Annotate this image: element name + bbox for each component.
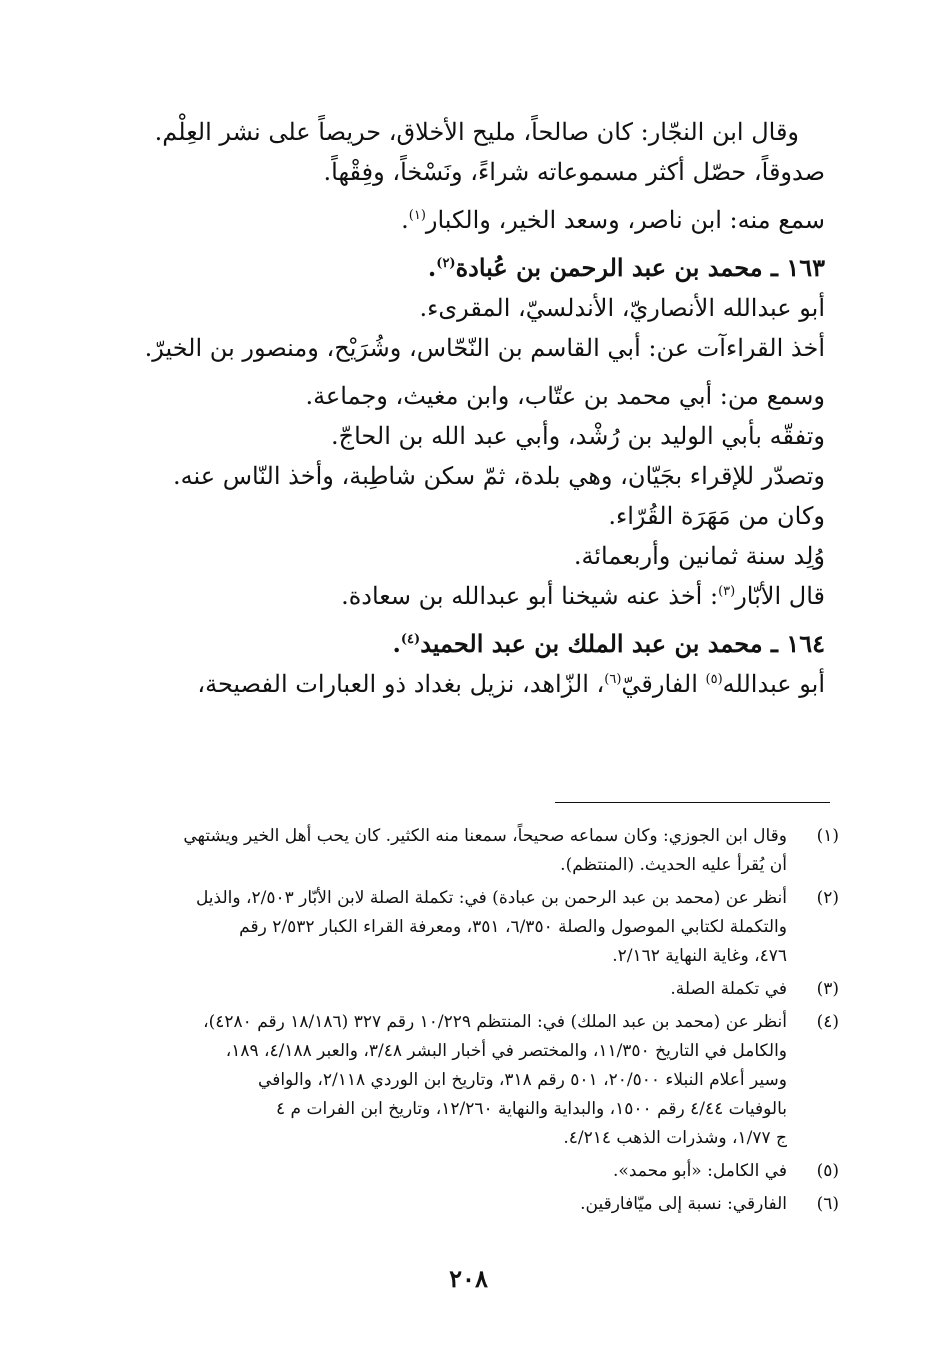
footnote-number: (٢): [816, 888, 839, 908]
text-span: وقال ابن النجّار: كان صالحاً، مليح الأخلاق، حريصاً على نشر العِلْم.: [154, 118, 799, 146]
footnote: [97, 884, 839, 971]
footnote-line: الفارقي: نسبة إلى ميّافارقين.: [580, 1194, 787, 1214]
footnote-line: وقال ابن الجوزي: وكان سماعه صحيحاً، سمعنا منه الكثير. كان يحب أهل الخير ويشتهي: [183, 826, 787, 846]
entry-heading-163: [105, 248, 825, 288]
footnote-line: ج ١/٧٧، وشذرات الذهب ٤/٢١٤.: [563, 1128, 787, 1148]
paragraph-line: [105, 536, 825, 576]
footnote-text: [97, 884, 787, 971]
footnote-ref: (٤): [400, 632, 421, 647]
footnotes: [97, 822, 839, 1223]
footnote-separator: [555, 802, 830, 803]
footnote-text: [97, 1008, 787, 1153]
text-span: .: [427, 253, 437, 282]
footnote-line: أنظر عن (محمد بن عبد الرحمن بن عبادة) في: تكملة الصلة لابن الأبّار ٢/٥٠٣، والذيل: [195, 888, 787, 908]
footnote-text: [97, 1190, 787, 1219]
footnote-line: وسير أعلام النبلاء ٢٠/٥٠٠، ٥٠١ رقم ٣١٨، وتاريخ ابن الوردي ٢/١١٨، والوافي: [258, 1070, 787, 1090]
footnote: [97, 1008, 839, 1153]
footnote-line: بالوفيات ٤/٤٤ رقم ١٥٠٠، والبداية والنهاية ١٢/٢٦٠، وتاريخ ابن الفرات م ٤: [276, 1099, 787, 1119]
footnote-number: (٣): [816, 979, 839, 999]
footnote-line: أنظر عن (محمد بن عبد الملك) في: المنتظم ١٠/٢٢٩ رقم ٣٢٧ (١٨/١٨٦ رقم ٤٢٨٠)،: [203, 1012, 787, 1032]
text-span: قال الأبّار: [735, 582, 825, 610]
footnote: [97, 1157, 839, 1186]
text-span: وُلِد سنة ثمانين وأربعمائة.: [573, 542, 825, 570]
paragraph-line: [105, 152, 825, 192]
text-span: أخذ القراءآت عن: أبي القاسم بن النّحّاس، وشُرَيْح، ومنصور بن الخيرّ.: [144, 334, 825, 362]
footnote-text: [97, 975, 787, 1004]
text-span: .: [392, 629, 401, 658]
entry-title: ١٦٤ ـ محمد بن عبد الملك بن عبد الحميد: [420, 629, 825, 658]
paragraph-line: [105, 328, 825, 368]
text-span: وتصدّر للإقراء بجَيّان، وهي بلدة، ثمّ سكن شاطِبة، وأخذ النّاس عنه.: [173, 462, 825, 490]
entry-heading-164: [105, 624, 825, 664]
text-span: صدوقاً، حصّل أكثر مسموعاته شراءً، ونَسْخاً، وفِقْهاً.: [323, 158, 825, 186]
footnote: [97, 1190, 839, 1219]
text-span: سمع منه: ابن ناصر، وسعد الخير، والكبار: [425, 206, 825, 234]
paragraph-line: [105, 664, 825, 704]
footnote-line: أن يُقرأ عليه الحديث. (المنتظم).: [560, 855, 787, 875]
text-span: وتفقّه بأبي الوليد بن رُشْد، وأبي عبد الله بن الحاجّ.: [330, 422, 825, 450]
main-text: [105, 112, 825, 704]
text-span: أبو عبدالله الأنصاريّ، الأندلسيّ، المقرىء.: [419, 294, 825, 322]
footnote-number: (٥): [816, 1161, 839, 1181]
paragraph-line: [105, 416, 825, 456]
paragraph-line: [105, 496, 825, 536]
footnote-number: (٦): [816, 1194, 839, 1214]
footnote-ref: (٣): [718, 584, 736, 599]
text-span: : أخذ عنه شيخنا أبو عبدالله بن سعادة.: [341, 582, 719, 610]
text-span: الفارقيّ: [621, 670, 706, 698]
footnote: [97, 822, 839, 880]
footnote-number: (١): [816, 826, 839, 846]
footnote-text: [97, 1157, 787, 1186]
entry-title: ١٦٣ ـ محمد بن عبد الرحمن بن عُبادة: [455, 253, 825, 282]
paragraph-line: [105, 288, 825, 328]
footnote: [97, 975, 839, 1004]
paragraph-line: [105, 112, 825, 152]
paragraph-line: [105, 576, 825, 616]
text-span: أبو عبدالله: [722, 670, 825, 698]
paragraph-line: [105, 456, 825, 496]
footnote-text: [97, 822, 787, 880]
footnote-ref: (٦): [604, 672, 622, 687]
text-span: وكان من مَهَرَة القُرّاء.: [608, 502, 825, 530]
text-span: ، الزّاهد، نزيل بغداد ذو العبارات الفصيحة،: [197, 670, 605, 698]
footnote-line: في تكملة الصلة.: [670, 979, 787, 999]
text-span: .: [401, 206, 409, 234]
footnote-line: والكامل في التاريخ ١١/٣٥٠، والمختصر في أخبار البشر ٣/٤٨، والعبر ٤/١٨٨، ١٨٩،: [225, 1041, 787, 1061]
footnote-ref: (١): [408, 208, 426, 223]
text-span: وسمع من: أبي محمد بن عتّاب، وابن مغيث، وجماعة.: [305, 382, 825, 410]
page-number: ٢٠٨: [449, 1264, 488, 1293]
footnote-number: (٤): [816, 1012, 839, 1032]
footnote-line: والتكملة لكتابي الموصول والصلة ٦/٣٥٠، ٣٥١، ومعرفة القراء الكبار ٢/٥٣٢ رقم: [239, 917, 787, 937]
footnote-line: ٤٧٦، وغاية النهاية ٢/١٦٢.: [612, 946, 787, 966]
footnote-ref: (٥): [705, 672, 723, 687]
paragraph-line: [105, 376, 825, 416]
footnote-line: في الكامل: «أبو محمد».: [613, 1161, 787, 1181]
footnote-ref: (٢): [436, 256, 456, 271]
paragraph-line: [105, 200, 825, 240]
